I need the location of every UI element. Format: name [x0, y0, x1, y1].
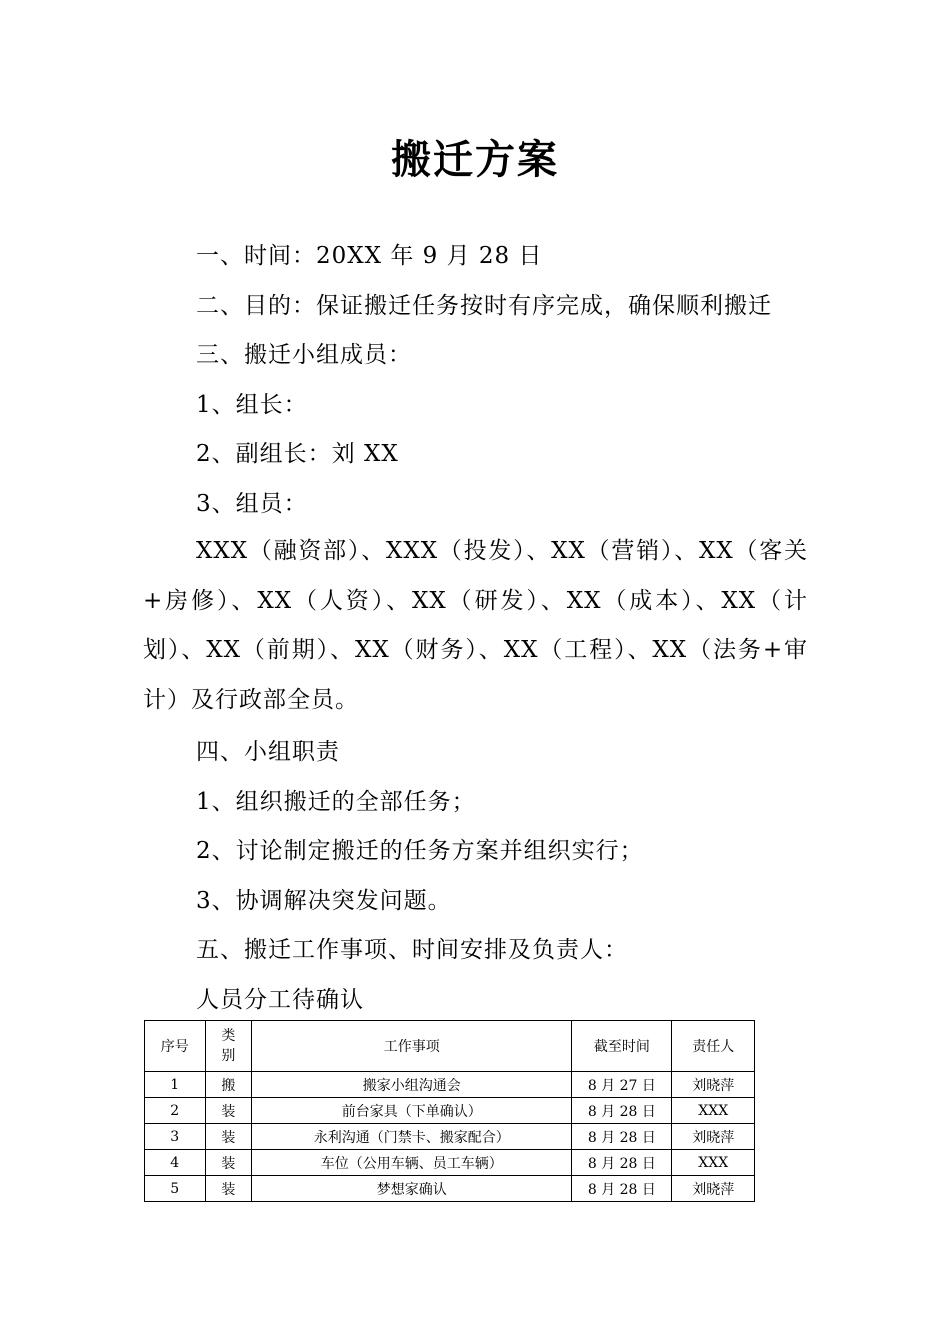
- cell-date: 8 月 28 日: [572, 1176, 672, 1202]
- document-title: 搬迁方案: [391, 137, 559, 183]
- duty-2: 2、讨论制定搬迁的任务方案并组织实行；: [196, 838, 644, 864]
- cell-no: 4: [145, 1150, 206, 1176]
- header-type: [205, 1021, 252, 1072]
- cell-task: 车位（公用车辆、员工车辆）: [252, 1150, 572, 1176]
- table-row: [145, 1124, 755, 1150]
- cell-owner: 刘晓萍: [672, 1072, 755, 1098]
- duty-3: 3、协调解决突发问题。: [196, 888, 452, 914]
- deputy-leader-line: 2、副组长：刘 XX: [196, 441, 399, 467]
- cell-owner: 刘晓萍: [672, 1176, 755, 1202]
- table-header-row: [145, 1021, 755, 1072]
- time-line: 一、时间：20XX 年 9 月 28 日: [196, 243, 543, 269]
- table-row: [145, 1176, 755, 1202]
- header-date: 截至时间: [572, 1021, 672, 1072]
- header-type-bottom: 别: [221, 1048, 236, 1064]
- leader-line: 1、组长：: [196, 392, 308, 418]
- cell-type: 装: [205, 1176, 252, 1202]
- cell-owner: XXX: [672, 1098, 755, 1124]
- purpose-line: 二、目的：保证搬迁任务按时有序完成，确保顺利搬迁: [196, 293, 772, 319]
- cell-task: 搬家小组沟通会: [252, 1072, 572, 1098]
- cell-date: 8 月 28 日: [572, 1124, 672, 1150]
- cell-task: 前台家具（下单确认）: [252, 1098, 572, 1124]
- schedule-heading: 五、搬迁工作事项、时间安排及负责人：: [196, 937, 628, 963]
- duties-heading: 四、小组职责: [196, 739, 340, 765]
- cell-date: 8 月 28 日: [572, 1150, 672, 1176]
- table-row: [145, 1098, 755, 1124]
- cell-no: 2: [145, 1098, 206, 1124]
- cell-no: 5: [145, 1176, 206, 1202]
- cell-type: 装: [205, 1098, 252, 1124]
- cell-type: 搬: [205, 1072, 252, 1098]
- members-paragraph: XXX（融资部）、XXX（投发）、XX（营销）、XX（客关+房修）、XX（人资）、XX（研发）、XX（成本）、XX（计划）、XX（前期）、XX（财务）、XX（工程）、XX（法务+审计）及行政部全员。: [143, 538, 808, 713]
- header-type-top: 类: [221, 1028, 236, 1044]
- cell-no: 3: [145, 1124, 206, 1150]
- assignment-note: 人员分工待确认: [196, 987, 364, 1013]
- members-heading: 三、搬迁小组成员：: [196, 342, 412, 368]
- members-line: 3、组员：: [196, 491, 308, 517]
- duty-1: 1、组织搬迁的全部任务；: [196, 789, 476, 815]
- schedule-table: [144, 1020, 755, 1202]
- header-no: 序号: [145, 1021, 206, 1072]
- table-row: [145, 1072, 755, 1098]
- cell-type: 装: [205, 1124, 252, 1150]
- cell-type: 装: [205, 1150, 252, 1176]
- cell-date: 8 月 28 日: [572, 1098, 672, 1124]
- table-row: [145, 1150, 755, 1176]
- cell-no: 1: [145, 1072, 206, 1098]
- header-owner: 责任人: [672, 1021, 755, 1072]
- cell-date: 8 月 27 日: [572, 1072, 672, 1098]
- cell-task: 永利沟通（门禁卡、搬家配合）: [252, 1124, 572, 1150]
- header-task: 工作事项: [252, 1021, 572, 1072]
- cell-owner: 刘晓萍: [672, 1124, 755, 1150]
- cell-owner: XXX: [672, 1150, 755, 1176]
- cell-task: 梦想家确认: [252, 1176, 572, 1202]
